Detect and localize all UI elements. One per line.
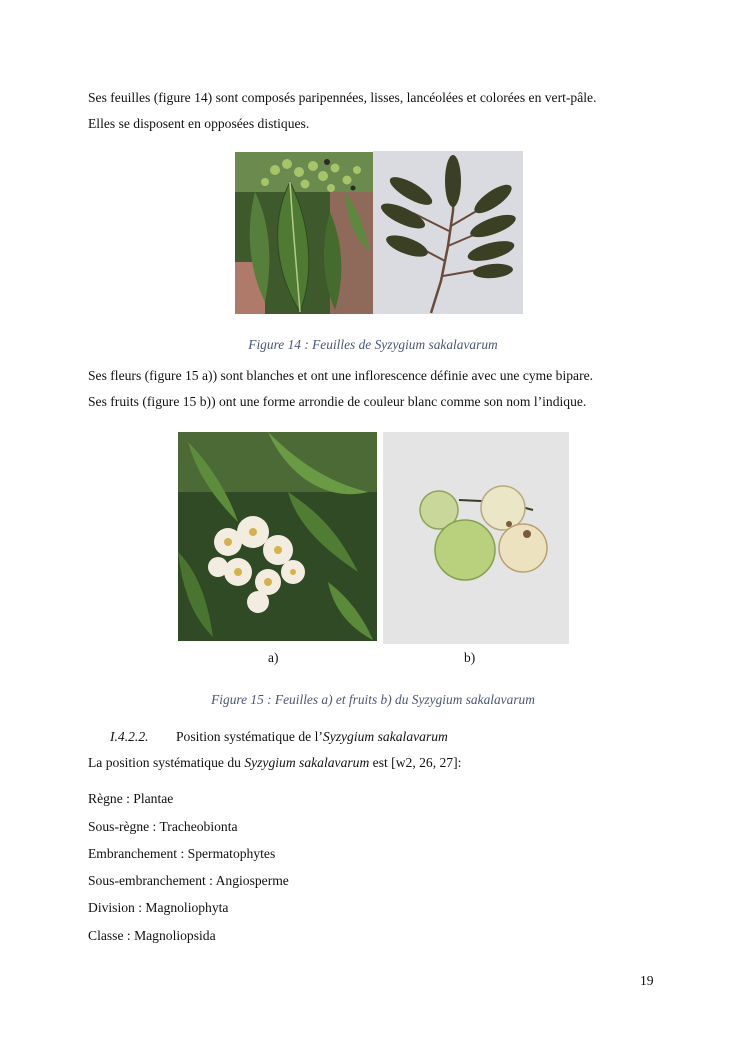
intro-line-2: Elles se disposent en opposées distiques. [88,116,310,131]
middle-paragraph [88,363,658,415]
middle-line-1: Ses fleurs (figure 15 a)) sont blanches et ont une inflorescence définie avec une cyme bipare. [88,368,594,383]
taxonomy-embranchement: Embranchement : Spermatophytes [88,846,276,861]
page-number: 19 [640,973,654,988]
taxonomy-sous-embranchement: Sous-embranchement : Angiosperme [88,873,289,888]
section-title-prefix: Position systématique de l’ [176,729,323,744]
taxonomy-division: Division : Magnoliophyta [88,900,229,915]
figure-15-caption: Figure 15 : Feuilles a) et fruits b) du Syzygium sakalavarum [211,692,535,707]
section-number: I.4.2.2. [110,729,149,744]
intro-line-1: Ses feuilles (figure 14) sont composés paripennées, lisses, lancéolées et colorées en vert-pâle. [88,90,597,105]
figure-14-right-image [373,151,523,314]
figure-14-caption: Figure 14 : Feuilles de Syzygium sakalavarum [248,337,498,352]
section-title-species: Syzygium sakalavarum [322,729,448,744]
taxonomy-intro-suffix: est [w2, 26, 27]: [369,755,462,770]
taxonomy-sous-regne: Sous-règne : Tracheobionta [88,819,238,834]
figure-15a-image [178,432,377,641]
figure-14-left-image [235,152,373,314]
figure-15b-label: b) [464,650,476,665]
taxonomy-classe: Classe : Magnoliopsida [88,928,216,943]
intro-paragraph [88,85,658,137]
taxonomy-regne: Règne : Plantae [88,791,174,806]
middle-line-2: Ses fruits (figure 15 b)) ont une forme arrondie de couleur blanc comme son nom l’indique. [88,394,587,409]
figure-15b-image [383,432,569,644]
taxonomy-intro-species: Syzygium sakalavarum [244,755,370,770]
taxonomy-intro [88,755,461,771]
section-heading [110,729,448,745]
figure-15a-label: a) [268,650,279,665]
taxonomy-intro-prefix: La position systématique du [88,755,245,770]
